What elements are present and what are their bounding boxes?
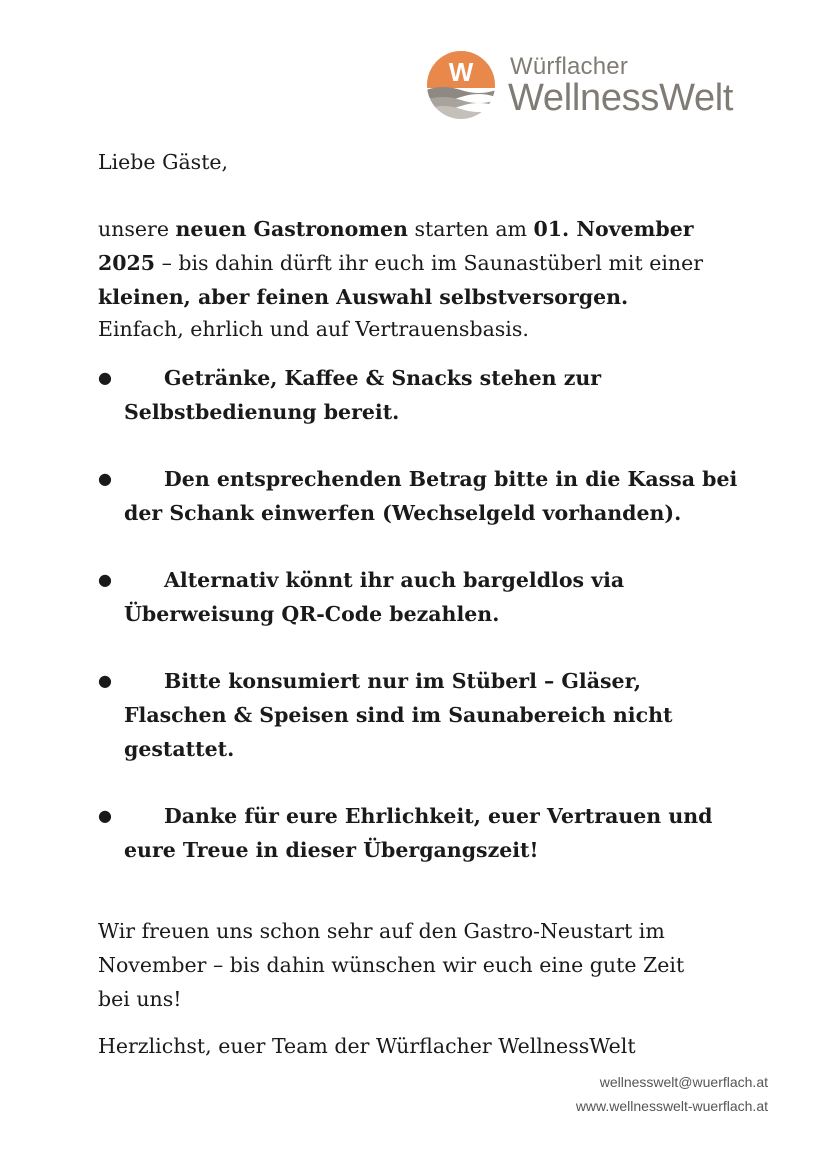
list-item-line: Selbstbedienung bereit.: [124, 400, 400, 424]
bullet-icon: ●: [98, 368, 112, 387]
intro-text: – bis dahin dürft ihr euch im Saunastüberl mit einer: [155, 251, 704, 275]
intro-emphasis: neuen Gastronomen: [175, 217, 408, 241]
footer-website[interactable]: www.wellnesswelt-wuerflach.at: [575, 1098, 768, 1114]
wellnesswelt-logo-icon: [426, 50, 496, 120]
signature: Herzlichst, euer Team der Würflacher WellnessWelt: [98, 1034, 636, 1058]
intro-date: 01. November: [533, 217, 694, 241]
closing-line-1: Wir freuen uns schon sehr auf den Gastro-Neustart im: [98, 919, 665, 943]
list-item-line: Flaschen & Speisen sind im Saunabereich nicht: [124, 703, 673, 727]
intro-year: 2025: [98, 251, 156, 275]
intro-line-2: [98, 246, 703, 280]
bullet-icon: ●: [98, 469, 112, 488]
bullet-icon: ●: [98, 570, 112, 589]
brand-logo: [426, 50, 776, 120]
intro-line-1: [98, 212, 694, 246]
intro-line-4: Einfach, ehrlich und auf Vertrauensbasis.: [98, 317, 529, 341]
logo-mark-letter: W: [448, 57, 474, 87]
list-item-line: Alternativ könnt ihr auch bargeldlos via: [164, 568, 625, 592]
logo-text-line1: Würflacher: [510, 53, 629, 80]
intro-text: unsere: [98, 217, 176, 241]
list-item-line: Getränke, Kaffee & Snacks stehen zur: [164, 366, 602, 390]
bullet-icon: ●: [98, 806, 112, 825]
footer-email[interactable]: wellnesswelt@wuerflach.at: [599, 1074, 768, 1090]
logo-text-line2: WellnessWelt: [508, 77, 734, 119]
list-item-line: eure Treue in dieser Übergangszeit!: [124, 838, 539, 862]
list-item-line: der Schank einwerfen (Wechselgeld vorhanden).: [124, 501, 682, 525]
list-item-line: Danke für eure Ehrlichkeit, euer Vertrauen und: [164, 804, 713, 828]
list-item-line: gestattet.: [124, 737, 235, 761]
intro-line-3: kleinen, aber feinen Auswahl selbstversorgen.: [98, 285, 629, 309]
intro-text: starten am: [407, 217, 534, 241]
list-item-line: Überweisung QR-Code bezahlen.: [124, 602, 500, 626]
closing-line-2: November – bis dahin wünschen wir euch eine gute Zeit: [98, 953, 685, 977]
list-item-line: Den entsprechenden Betrag bitte in die Kassa bei: [164, 467, 738, 491]
greeting: Liebe Gäste,: [98, 150, 229, 174]
list-item-line: Bitte konsumiert nur im Stüberl – Gläser,: [164, 669, 642, 693]
bullet-icon: ●: [98, 671, 112, 690]
closing-line-3: bei uns!: [98, 987, 182, 1011]
